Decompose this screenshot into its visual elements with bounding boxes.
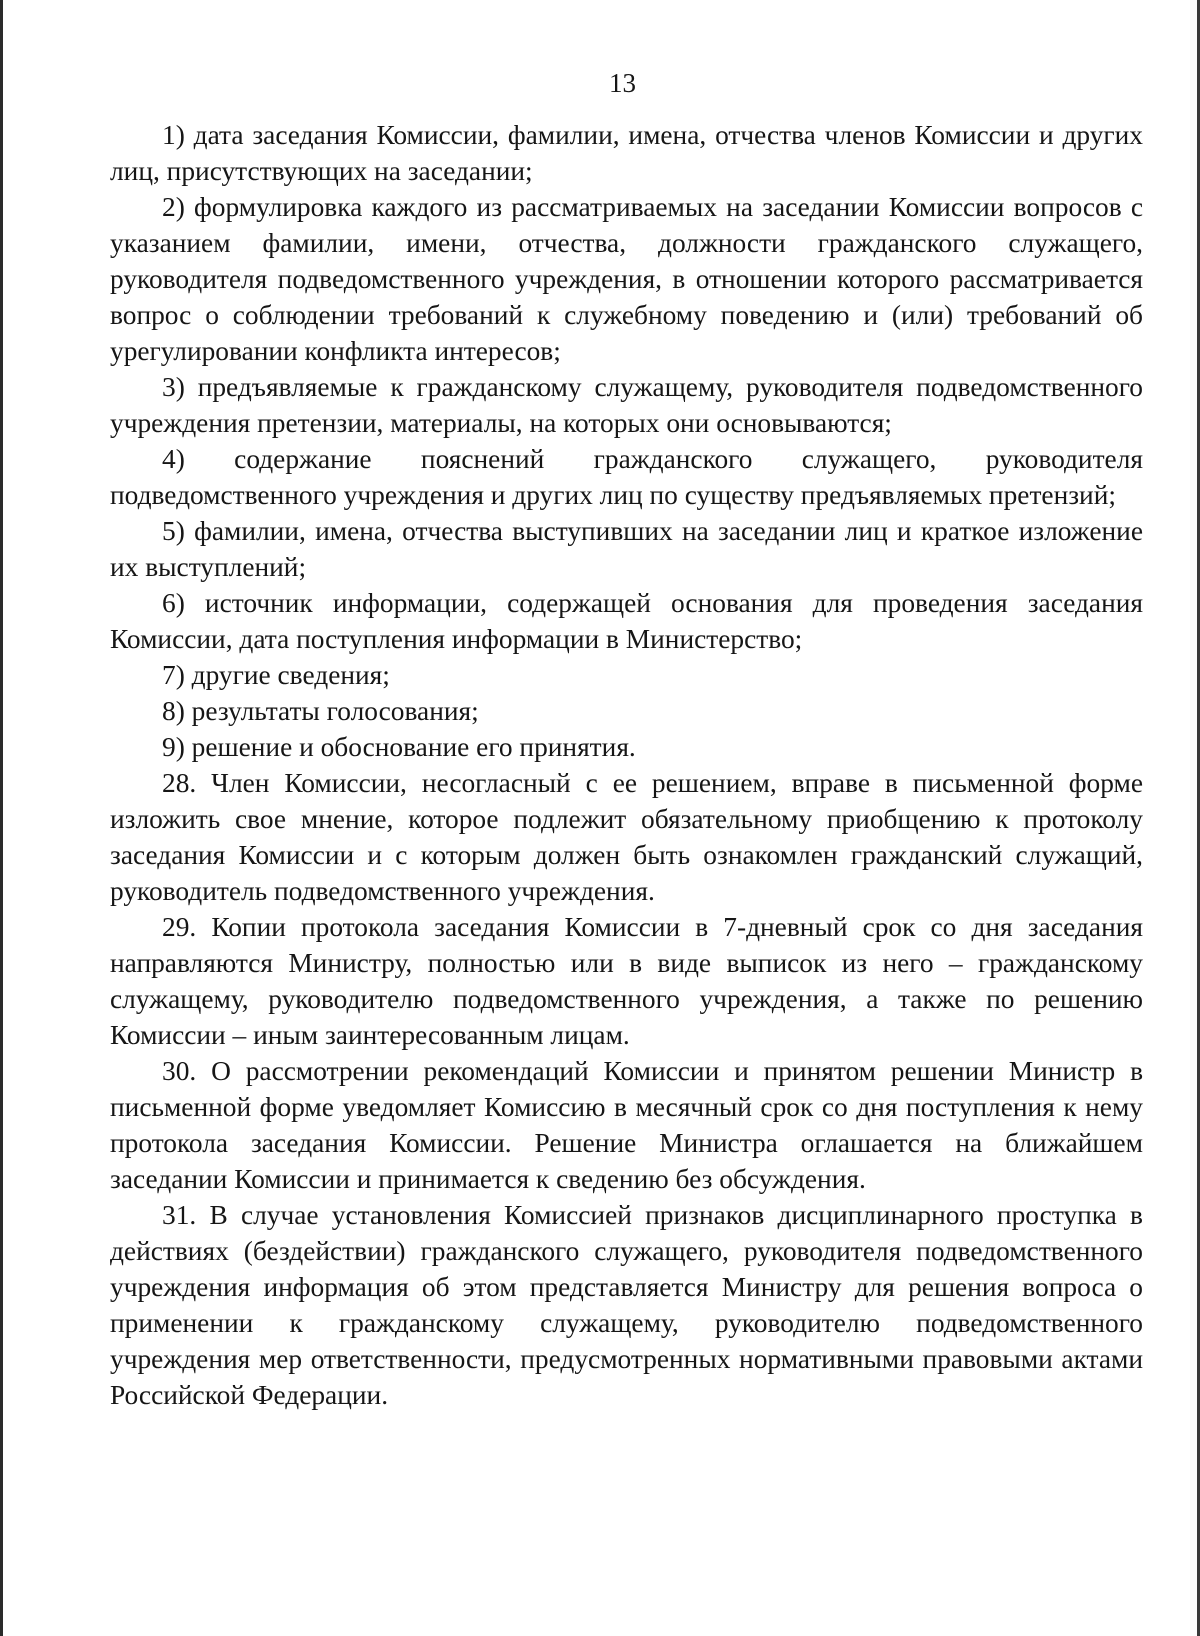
page-number: 13: [609, 68, 636, 98]
paragraph-item-1: 1) дата заседания Комиссии, фамилии, имена, отчества членов Комиссии и других лиц, присутствующих на заседании;: [110, 120, 1143, 186]
scan-edge-left: [0, 0, 3, 1636]
paragraph-item-4: 4) содержание пояснений гражданского служащего, руководителя подведомственного учреждения и других лиц по существу предъявляемых претензий;: [110, 444, 1143, 510]
paragraph-item-7: 7) другие сведения;: [162, 660, 390, 690]
document-body: [110, 117, 1143, 1413]
paragraph-item-3: 3) предъявляемые к гражданскому служащему, руководителя подведомственного учреждения претензии, материалы, на которых они основываются;: [110, 372, 1143, 438]
paragraph-item-9: 9) решение и обоснование его принятия.: [162, 732, 636, 762]
paragraph-clause-31: 31. В случае установления Комиссией признаков дисциплинарного проступка в действиях (бездействии) гражданского служащего, руководителя подведомственного учреждения информация об этом представляется Министру для решения вопроса о применении к гражданскому служащему, руководителю подведомственного учреждения мер ответственности, предусмотренных нормативными правовыми актами Российской Федерации.: [110, 1200, 1143, 1410]
paragraph-item-2: 2) формулировка каждого из рассматриваемых на заседании Комиссии вопросов с указанием фамилии, имени, отчества, должности гражданского служащего, руководителя подведомственного учреждения, в отношении которого рассматривается вопрос о соблюдении требований к служебному поведению и (или) требований об урегулировании конфликта интересов;: [110, 192, 1143, 366]
paragraph-item-6: 6) источник информации, содержащей основания для проведения заседания Комиссии, дата поступления информации в Министерство;: [110, 588, 1143, 654]
paragraph-clause-29: 29. Копии протокола заседания Комиссии в 7-дневный срок со дня заседания направляются Министру, полностью или в виде выписок из него – гражданскому служащему, руководителю подведомственного учреждения, а также по решению Комиссии – иным заинтересованным лицам.: [110, 912, 1143, 1050]
paragraph-clause-28: 28. Член Комиссии, несогласный с ее решением, вправе в письменной форме изложить свое мнение, которое подлежит обязательному приобщению к протоколу заседания Комиссии и с которым должен быть ознакомлен гражданский служащий, руководитель подведомственного учреждения.: [110, 768, 1143, 906]
paragraph-item-5: 5) фамилии, имена, отчества выступивших на заседании лиц и краткое изложение их выступлений;: [110, 516, 1143, 582]
paragraph-item-8: 8) результаты голосования;: [162, 696, 479, 726]
paragraph-clause-30: 30. О рассмотрении рекомендаций Комиссии и принятом решении Министр в письменной форме уведомляет Комиссию в месячный срок со дня поступления к нему протокола заседания Комиссии. Решение Министра оглашается на ближайшем заседании Комиссии и принимается к сведению без обсуждения.: [110, 1056, 1143, 1194]
